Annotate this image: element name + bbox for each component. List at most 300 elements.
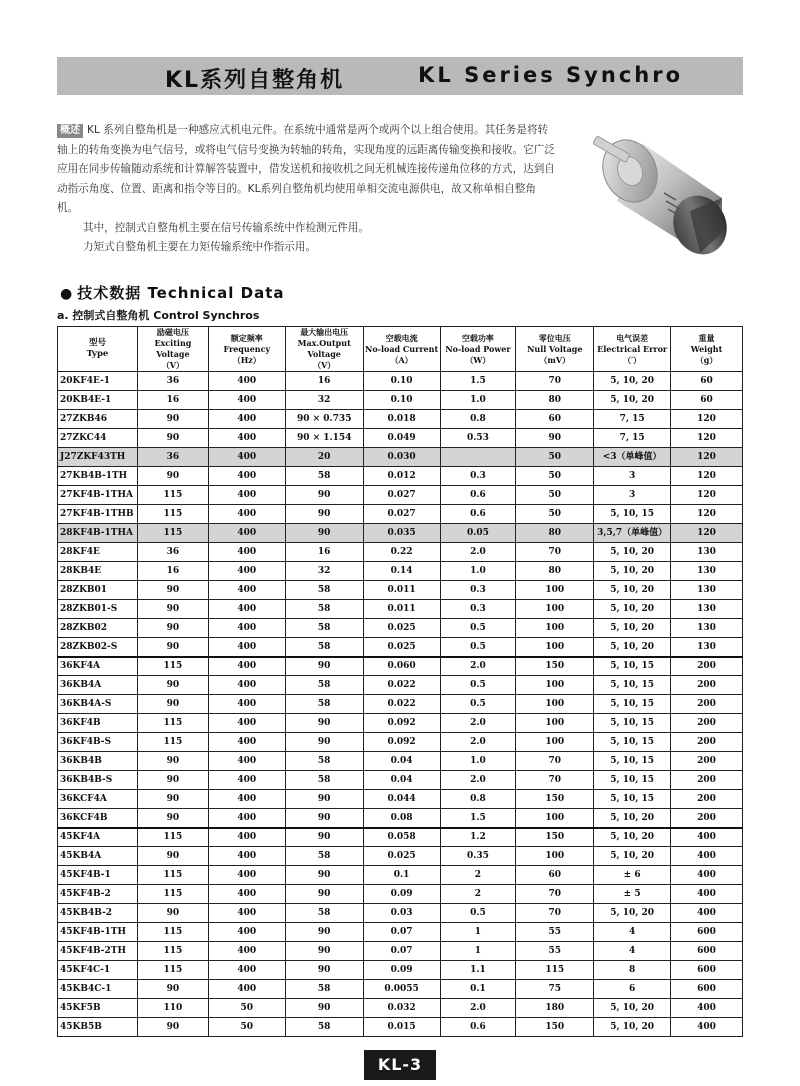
value-cell: 5, 10, 15 [594, 695, 671, 714]
value-cell: 0.6 [440, 505, 516, 524]
value-cell: 400 [208, 467, 285, 486]
type-cell: 27KF4B-1THB [58, 505, 138, 524]
table-row [58, 771, 743, 790]
value-cell: 90 [285, 942, 363, 961]
value-cell: 400 [208, 600, 285, 619]
value-cell: 90 [285, 828, 363, 847]
value-cell: 0.022 [363, 695, 440, 714]
synchro-motor-photo [572, 103, 752, 273]
value-cell: 2.0 [440, 714, 516, 733]
value-cell: 0.05 [440, 524, 516, 543]
value-cell: 115 [137, 505, 208, 524]
header-cn: 重量 [698, 332, 715, 343]
table-header-cell [363, 327, 440, 372]
value-cell: 90 [285, 733, 363, 752]
value-cell: 120 [671, 429, 743, 448]
value-cell: 5, 10, 20 [594, 809, 671, 828]
table-row [58, 980, 743, 999]
value-cell: 5, 10, 15 [594, 771, 671, 790]
value-cell: 70 [516, 543, 594, 562]
value-cell: 110 [137, 999, 208, 1018]
type-cell: 36KB4A-S [58, 695, 138, 714]
value-cell: 0.3 [440, 581, 516, 600]
value-cell: 0.5 [440, 676, 516, 695]
value-cell: 50 [516, 448, 594, 467]
value-cell: 58 [285, 638, 363, 657]
header-cn: 励磁电压 [156, 327, 189, 337]
header-unit: （mV） [539, 354, 571, 365]
value-cell: 90 [137, 410, 208, 429]
value-cell: 100 [516, 733, 594, 752]
value-cell: 36 [137, 372, 208, 391]
value-cell: 60 [671, 372, 743, 391]
value-cell: 58 [285, 619, 363, 638]
value-cell: 5, 10, 20 [594, 562, 671, 581]
value-cell: 115 [137, 866, 208, 885]
value-cell: 1.5 [440, 809, 516, 828]
value-cell: 5, 10, 20 [594, 847, 671, 866]
value-cell: 0.3 [440, 467, 516, 486]
table-row [58, 410, 743, 429]
value-cell: 0.6 [440, 486, 516, 505]
type-cell: 36KB4A [58, 676, 138, 695]
table-row [58, 1018, 743, 1037]
value-cell: 90 [285, 809, 363, 828]
value-cell: 90 [285, 657, 363, 676]
type-cell: 28KF4E [58, 543, 138, 562]
value-cell: 0.025 [363, 638, 440, 657]
value-cell: 150 [516, 828, 594, 847]
header-unit: （g） [695, 354, 718, 365]
value-cell: 0.012 [363, 467, 440, 486]
value-cell: 2 [440, 866, 516, 885]
value-cell: 90 [285, 486, 363, 505]
value-cell: 130 [671, 619, 743, 638]
value-cell: <3（单峰值） [594, 448, 671, 467]
value-cell: 2.0 [440, 999, 516, 1018]
value-cell: 5, 10, 20 [594, 1018, 671, 1037]
value-cell: 36 [137, 543, 208, 562]
value-cell: 400 [208, 486, 285, 505]
value-cell: 400 [208, 733, 285, 752]
value-cell: 90 [285, 505, 363, 524]
value-cell: 115 [137, 885, 208, 904]
value-cell: 90 [137, 771, 208, 790]
table-row [58, 942, 743, 961]
value-cell: 58 [285, 1018, 363, 1037]
value-cell: 200 [671, 714, 743, 733]
value-cell: 400 [208, 961, 285, 980]
header-unit: （W） [465, 354, 491, 365]
value-cell: 150 [516, 1018, 594, 1037]
value-cell: 90 [285, 790, 363, 809]
header-cn: 零位电压 [538, 332, 571, 343]
header-en: Max.Output Voltage [297, 338, 351, 359]
value-cell: 90 [285, 524, 363, 543]
value-cell: 3 [594, 467, 671, 486]
value-cell: 0.030 [363, 448, 440, 467]
value-cell: 400 [208, 942, 285, 961]
value-cell: 90 [285, 999, 363, 1018]
value-cell: 115 [137, 942, 208, 961]
value-cell: 70 [516, 372, 594, 391]
header-cn: 型号 [88, 338, 106, 348]
type-cell: 45KF4C-1 [58, 961, 138, 980]
value-cell: 5, 10, 20 [594, 600, 671, 619]
section-subtitle: a. 控制式自整角机 Control Synchros [57, 309, 260, 322]
value-cell: 0.049 [363, 429, 440, 448]
value-cell: 130 [671, 638, 743, 657]
value-cell: 115 [137, 828, 208, 847]
value-cell: 90 [137, 752, 208, 771]
value-cell: 120 [671, 486, 743, 505]
value-cell: 55 [516, 923, 594, 942]
header-en: Exciting Voltage [154, 338, 192, 359]
table-row [58, 581, 743, 600]
value-cell: 120 [671, 524, 743, 543]
type-cell: 20KB4E-1 [58, 391, 138, 410]
value-cell: 60 [516, 410, 594, 429]
bullet-icon: ● [60, 286, 74, 302]
table-header-cell [440, 327, 516, 372]
table-row [58, 505, 743, 524]
value-cell: 0.0055 [363, 980, 440, 999]
value-cell: 400 [208, 448, 285, 467]
table-header-cell [594, 327, 671, 372]
table-row [58, 391, 743, 410]
table-row [58, 714, 743, 733]
value-cell: 90 [137, 600, 208, 619]
table-header-cell [137, 327, 208, 372]
value-cell: 70 [516, 771, 594, 790]
value-cell: 0.025 [363, 847, 440, 866]
type-cell: 45KF4B-2 [58, 885, 138, 904]
value-cell: 90 [285, 714, 363, 733]
value-cell: 0.53 [440, 429, 516, 448]
table-row [58, 429, 743, 448]
value-cell: 50 [516, 486, 594, 505]
table-row [58, 904, 743, 923]
table-header-cell [671, 327, 743, 372]
value-cell: 0.10 [363, 372, 440, 391]
value-cell: 36 [137, 448, 208, 467]
value-cell: 0.8 [440, 410, 516, 429]
value-cell: 150 [516, 790, 594, 809]
value-cell: 100 [516, 809, 594, 828]
value-cell: 60 [516, 866, 594, 885]
value-cell: 50 [208, 999, 285, 1018]
value-cell: 90 [137, 847, 208, 866]
value-cell: 0.35 [440, 847, 516, 866]
type-cell: 28ZKB02-S [58, 638, 138, 657]
value-cell: 100 [516, 847, 594, 866]
value-cell: 58 [285, 847, 363, 866]
type-cell: J27ZKF43TH [58, 448, 138, 467]
table-row [58, 847, 743, 866]
value-cell: 0.22 [363, 543, 440, 562]
value-cell: 55 [516, 942, 594, 961]
type-cell: 28KB4E [58, 562, 138, 581]
value-cell: 150 [516, 657, 594, 676]
value-cell: 90 [137, 809, 208, 828]
table-row [58, 657, 743, 676]
value-cell: 400 [208, 562, 285, 581]
table-header-cell [516, 327, 594, 372]
overview-text [57, 121, 557, 258]
type-cell: 28KF4B-1THA [58, 524, 138, 543]
value-cell: 0.032 [363, 999, 440, 1018]
value-cell: 5, 10, 20 [594, 638, 671, 657]
table-row [58, 638, 743, 657]
header-cn: 最大输出电压 [300, 327, 349, 337]
value-cell: 5, 10, 20 [594, 581, 671, 600]
header-en: Frequency [223, 343, 271, 354]
header-en: No-load Power [445, 343, 511, 354]
value-cell: 0.011 [363, 581, 440, 600]
type-cell: 27KB4B-1TH [58, 467, 138, 486]
header-en: No-load Current [365, 343, 439, 354]
value-cell: 16 [285, 372, 363, 391]
value-cell: 400 [208, 505, 285, 524]
overview-badge: 概述 [57, 124, 83, 138]
value-cell: 1.0 [440, 391, 516, 410]
type-cell: 45KF4B-1TH [58, 923, 138, 942]
value-cell: 120 [671, 467, 743, 486]
value-cell: 5, 10, 15 [594, 657, 671, 676]
value-cell: ± 6 [594, 866, 671, 885]
value-cell: 400 [208, 771, 285, 790]
value-cell: 400 [208, 410, 285, 429]
value-cell: 120 [671, 448, 743, 467]
value-cell: 5, 10, 15 [594, 714, 671, 733]
value-cell: 4 [594, 923, 671, 942]
value-cell: 600 [671, 923, 743, 942]
value-cell: 0.09 [363, 961, 440, 980]
value-cell: 0.025 [363, 619, 440, 638]
value-cell: 50 [208, 1018, 285, 1037]
value-cell: 400 [208, 676, 285, 695]
value-cell: 0.04 [363, 771, 440, 790]
type-cell: 36KB4B [58, 752, 138, 771]
value-cell: 400 [208, 391, 285, 410]
overview-paragraph-3: 力矩式自整角机主要在力矩传输系统中作指示用。 [83, 241, 317, 253]
value-cell: 5, 10, 15 [594, 733, 671, 752]
value-cell: 50 [516, 467, 594, 486]
value-cell: 16 [137, 391, 208, 410]
table-row [58, 600, 743, 619]
value-cell: 400 [208, 657, 285, 676]
value-cell: 0.044 [363, 790, 440, 809]
value-cell: 7, 15 [594, 410, 671, 429]
value-cell: 200 [671, 809, 743, 828]
value-cell: 0.8 [440, 790, 516, 809]
value-cell: 5, 10, 20 [594, 904, 671, 923]
value-cell: 90 [137, 1018, 208, 1037]
header-unit: （Hz） [232, 354, 261, 365]
type-cell: 27KF4B-1THA [58, 486, 138, 505]
value-cell: 5, 10, 20 [594, 372, 671, 391]
value-cell: 2.0 [440, 657, 516, 676]
value-cell: 0.03 [363, 904, 440, 923]
value-cell: 1 [440, 923, 516, 942]
header-unit: （′） [623, 354, 642, 365]
value-cell: 90 × 1.154 [285, 429, 363, 448]
value-cell: 115 [137, 714, 208, 733]
table-row [58, 752, 743, 771]
value-cell: 115 [137, 923, 208, 942]
header-en: Electrical Error [597, 343, 668, 354]
type-cell: 36KCF4B [58, 809, 138, 828]
table-row [58, 676, 743, 695]
value-cell: 6 [594, 980, 671, 999]
value-cell: 400 [208, 429, 285, 448]
value-cell: 90 [137, 467, 208, 486]
value-cell: 90 [137, 619, 208, 638]
value-cell: 0.5 [440, 695, 516, 714]
value-cell: 130 [671, 581, 743, 600]
table-row [58, 467, 743, 486]
table-row [58, 961, 743, 980]
table-header-row [58, 327, 743, 372]
table-row [58, 733, 743, 752]
value-cell: 400 [671, 828, 743, 847]
value-cell: 0.1 [440, 980, 516, 999]
technical-data-table [57, 326, 743, 1037]
value-cell: 200 [671, 733, 743, 752]
value-cell: 400 [208, 543, 285, 562]
value-cell: 5, 10, 20 [594, 999, 671, 1018]
value-cell: 90 [137, 980, 208, 999]
value-cell: 115 [137, 657, 208, 676]
type-cell: 27ZKC44 [58, 429, 138, 448]
value-cell: 0.6 [440, 1018, 516, 1037]
value-cell: 400 [208, 619, 285, 638]
value-cell: 70 [516, 885, 594, 904]
value-cell: 0.027 [363, 505, 440, 524]
value-cell: 200 [671, 790, 743, 809]
value-cell: 16 [137, 562, 208, 581]
type-cell: 36KF4B [58, 714, 138, 733]
value-cell: 400 [208, 866, 285, 885]
value-cell: 400 [671, 904, 743, 923]
value-cell: 0.5 [440, 638, 516, 657]
value-cell: 58 [285, 676, 363, 695]
value-cell: 400 [208, 790, 285, 809]
title-chinese: KL系列自整角机 [165, 68, 345, 93]
table-row [58, 923, 743, 942]
value-cell: 60 [671, 391, 743, 410]
value-cell: 400 [671, 999, 743, 1018]
value-cell: 7, 15 [594, 429, 671, 448]
value-cell: 400 [208, 581, 285, 600]
header-cn: 额定频率 [230, 332, 263, 343]
value-cell: 120 [671, 410, 743, 429]
overview-paragraph-1 [57, 121, 557, 219]
value-cell: 0.011 [363, 600, 440, 619]
value-cell: 0.092 [363, 733, 440, 752]
value-cell: 400 [208, 923, 285, 942]
value-cell: 90 [516, 429, 594, 448]
value-cell: 115 [137, 733, 208, 752]
value-cell: 58 [285, 771, 363, 790]
value-cell: 5, 10, 20 [594, 828, 671, 847]
value-cell: 80 [516, 524, 594, 543]
value-cell: 0.09 [363, 885, 440, 904]
table-header-cell [208, 327, 285, 372]
header-unit: （V） [161, 360, 184, 370]
value-cell: 0.015 [363, 1018, 440, 1037]
table-header-cell [285, 327, 363, 372]
value-cell: 8 [594, 961, 671, 980]
table-row [58, 619, 743, 638]
value-cell: 0.058 [363, 828, 440, 847]
value-cell: 90 [137, 676, 208, 695]
title-english: KL Series Synchro [418, 63, 683, 87]
value-cell: 58 [285, 467, 363, 486]
value-cell: 400 [208, 885, 285, 904]
value-cell: 5, 10, 15 [594, 790, 671, 809]
value-cell: 58 [285, 752, 363, 771]
value-cell: 90 [137, 581, 208, 600]
value-cell: 200 [671, 676, 743, 695]
value-cell: 90 × 0.735 [285, 410, 363, 429]
value-cell: 1 [440, 942, 516, 961]
value-cell: 600 [671, 980, 743, 999]
table-row [58, 790, 743, 809]
value-cell: 130 [671, 562, 743, 581]
header-unit: （V） [313, 360, 336, 370]
header-cn: 空载功率 [461, 332, 494, 343]
type-cell: 20KF4E-1 [58, 372, 138, 391]
type-cell: 36KB4B-S [58, 771, 138, 790]
table-row [58, 562, 743, 581]
value-cell: 100 [516, 619, 594, 638]
value-cell: 400 [208, 809, 285, 828]
value-cell: 32 [285, 562, 363, 581]
value-cell: 100 [516, 714, 594, 733]
value-cell: 32 [285, 391, 363, 410]
table-row [58, 486, 743, 505]
type-cell: 28ZKB01 [58, 581, 138, 600]
value-cell: 0.060 [363, 657, 440, 676]
value-cell: 58 [285, 581, 363, 600]
value-cell: 200 [671, 771, 743, 790]
header-en: Type [86, 349, 109, 359]
value-cell: 100 [516, 581, 594, 600]
type-cell: 45KF4A [58, 828, 138, 847]
value-cell: 3 [594, 486, 671, 505]
type-cell: 45KB5B [58, 1018, 138, 1037]
value-cell: 0.14 [363, 562, 440, 581]
value-cell: 400 [208, 752, 285, 771]
value-cell: 400 [671, 847, 743, 866]
value-cell: 200 [671, 695, 743, 714]
value-cell: 400 [208, 695, 285, 714]
value-cell: 0.022 [363, 676, 440, 695]
value-cell: 90 [285, 961, 363, 980]
value-cell [440, 448, 516, 467]
value-cell: 0.027 [363, 486, 440, 505]
value-cell: 75 [516, 980, 594, 999]
value-cell: 90 [285, 923, 363, 942]
table-row [58, 543, 743, 562]
value-cell: 115 [137, 524, 208, 543]
value-cell: 400 [208, 714, 285, 733]
value-cell: 20 [285, 448, 363, 467]
value-cell: 0.5 [440, 904, 516, 923]
type-cell: 36KCF4A [58, 790, 138, 809]
value-cell: 1.0 [440, 752, 516, 771]
